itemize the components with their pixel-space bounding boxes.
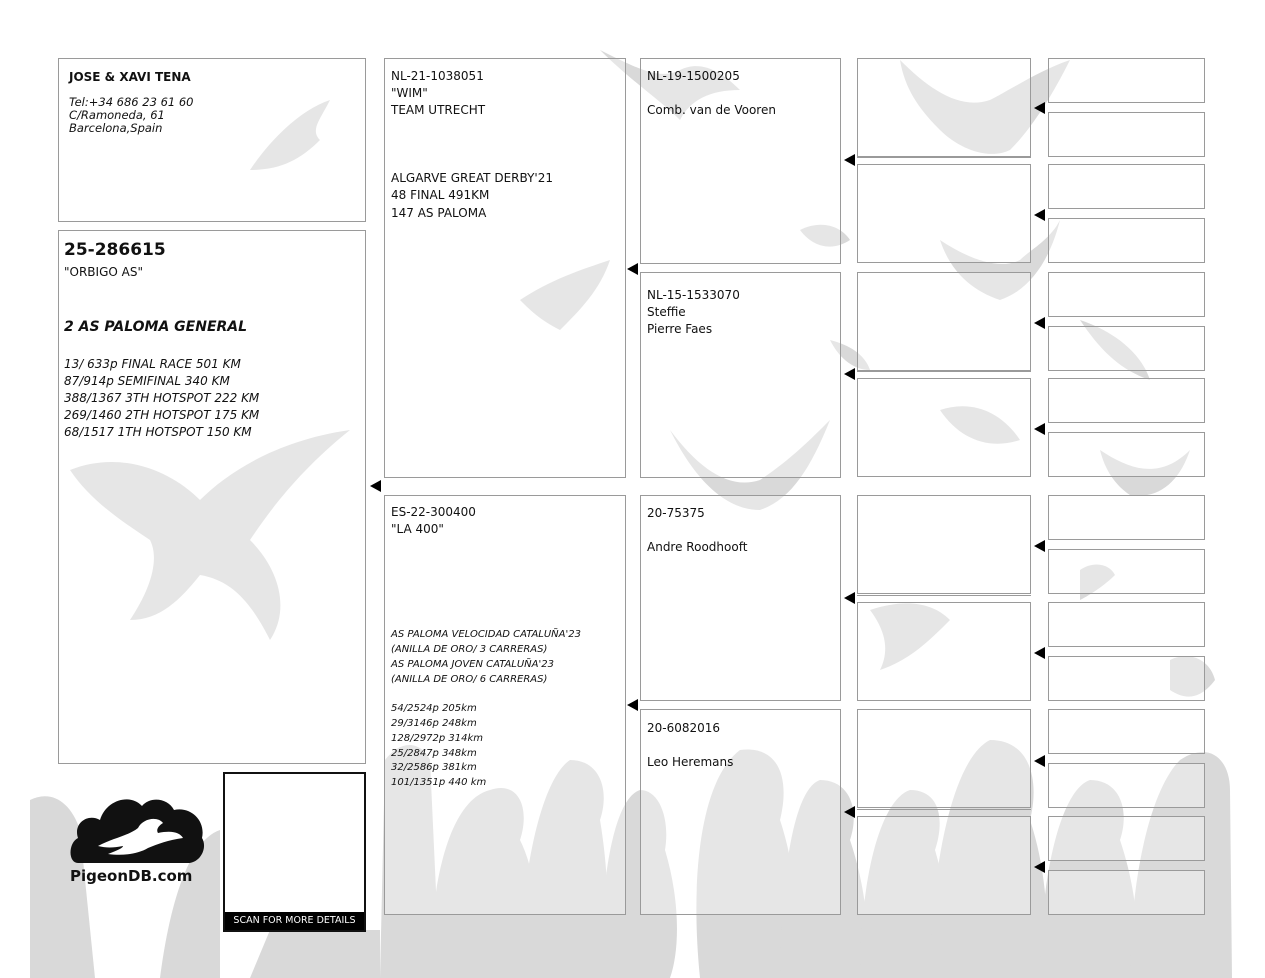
pigeon-name: "ORBIGO AS" (64, 265, 143, 279)
dam-result: 32/2586p 381km (391, 762, 477, 773)
gen4-arrow-icon (1034, 647, 1045, 659)
dam-sire-box (640, 495, 841, 701)
gen4-box (857, 164, 1031, 263)
dam-ring: ES-22-300400 (391, 505, 476, 519)
gen4-arrow-icon (1034, 755, 1045, 767)
gen4-arrow-icon (1034, 423, 1045, 435)
gen4-arrow-icon (1034, 209, 1045, 221)
qr-code[interactable] (223, 772, 366, 932)
sire-arrow-icon (627, 263, 638, 275)
pigeon-ring: 25-286615 (64, 240, 166, 260)
dam-result: 29/3146p 248km (391, 718, 477, 729)
gen4-arrow-icon (1034, 861, 1045, 873)
pigeondb-logo-icon (68, 788, 208, 866)
dam-dam-ring: 20-6082016 (647, 721, 721, 735)
dam-title: (ANILLA DE ORO/ 3 CARRERAS) (391, 644, 548, 655)
gen5-box (1048, 549, 1205, 594)
sire-note: ALGARVE GREAT DERBY'21 (391, 171, 553, 185)
pigeon-title: 2 AS PALOMA GENERAL (64, 319, 248, 335)
dam-result: 128/2972p 314km (391, 733, 484, 744)
dam-result: 101/1351p 440 km (391, 777, 487, 788)
sire-dam-name: Steffie (647, 305, 686, 319)
owner-city: Barcelona,Spain (69, 121, 163, 135)
connector-line (857, 371, 1031, 372)
connector-line (640, 263, 841, 264)
gen5-box (1048, 326, 1205, 371)
pigeon-result: 269/1460 2TH HOTSPOT 175 KM (64, 408, 260, 422)
gen5-box (1048, 432, 1205, 477)
sire-box (384, 58, 626, 478)
gen5-box (1048, 272, 1205, 317)
sire-breeder: TEAM UTRECHT (391, 103, 486, 117)
owner-phone: Tel:+34 686 23 61 60 (69, 95, 194, 109)
dam-sire-ring: 20-75375 (647, 506, 705, 520)
gen4-arrow-icon (1034, 102, 1045, 114)
sire-name: "WIM" (391, 86, 428, 100)
gen5-box (1048, 656, 1205, 701)
connector-line (857, 809, 1031, 810)
logo-text: PigeonDB.com (70, 867, 193, 885)
pigeon-result: 13/ 633p FINAL RACE 501 KM (64, 357, 241, 371)
dam-result: 54/2524p 205km (391, 703, 477, 714)
gen4-box (857, 709, 1031, 808)
gen4-box (857, 58, 1031, 157)
gen3-arrow-icon (844, 368, 855, 380)
owner-street: C/Ramoneda, 61 (69, 108, 165, 122)
gen5-box (1048, 378, 1205, 423)
sire-sire-breeder: Comb. van de Vooren (647, 103, 776, 117)
pigeon-result: 388/1367 3TH HOTSPOT 222 KM (64, 391, 260, 405)
pigeon-result: 68/1517 1TH HOTSPOT 150 KM (64, 425, 252, 439)
gen5-box (1048, 870, 1205, 915)
sire-dam-breeder: Pierre Faes (647, 322, 713, 336)
sire-ring: NL-21-1038051 (391, 69, 484, 83)
gen5-box (1048, 58, 1205, 103)
gen5-box (1048, 602, 1205, 647)
dam-title: AS PALOMA JOVEN CATALUÑA'23 (391, 659, 554, 670)
sire-note: 147 AS PALOMA (391, 206, 487, 220)
dam-dam-breeder: Leo Heremans (647, 755, 734, 769)
dam-result: 25/2847p 348km (391, 748, 477, 759)
qr-caption: SCAN FOR MORE DETAILS (225, 912, 364, 930)
gen4-box (857, 378, 1031, 477)
gen5-box (1048, 112, 1205, 157)
sire-note: 48 FINAL 491KM (391, 188, 490, 202)
gen5-box (1048, 218, 1205, 263)
owner-name: JOSE & XAVI TENA (69, 70, 191, 84)
dam-arrow-icon (627, 699, 638, 711)
gen4-box (857, 272, 1031, 371)
sire-dam-ring: NL-15-1533070 (647, 288, 740, 302)
connector-line (857, 595, 1031, 596)
gen4-box (857, 495, 1031, 594)
dam-dam-box (640, 709, 841, 915)
dam-sire-breeder: Andre Roodhooft (647, 540, 748, 554)
pigeon-result: 87/914p SEMIFINAL 340 KM (64, 374, 230, 388)
gen5-box (1048, 164, 1205, 209)
dam-name: "LA 400" (391, 522, 444, 536)
dam-title: (ANILLA DE ORO/ 6 CARRERAS) (391, 674, 548, 685)
gen4-arrow-icon (1034, 540, 1045, 552)
sire-sire-box (640, 58, 841, 264)
gen3-arrow-icon (844, 806, 855, 818)
pigeon-box (58, 230, 366, 764)
dam-title: AS PALOMA VELOCIDAD CATALUÑA'23 (391, 629, 581, 640)
gen5-box (1048, 709, 1205, 754)
gen4-box (857, 602, 1031, 701)
sire-sire-ring: NL-19-1500205 (647, 69, 740, 83)
gen4-box (857, 816, 1031, 915)
gen4-arrow-icon (1034, 317, 1045, 329)
gen5-box (1048, 495, 1205, 540)
gen3-arrow-icon (844, 154, 855, 166)
pigeon-arrow-icon (370, 480, 381, 492)
connector-line (857, 157, 1031, 158)
gen5-box (1048, 816, 1205, 861)
gen3-arrow-icon (844, 592, 855, 604)
gen5-box (1048, 763, 1205, 808)
